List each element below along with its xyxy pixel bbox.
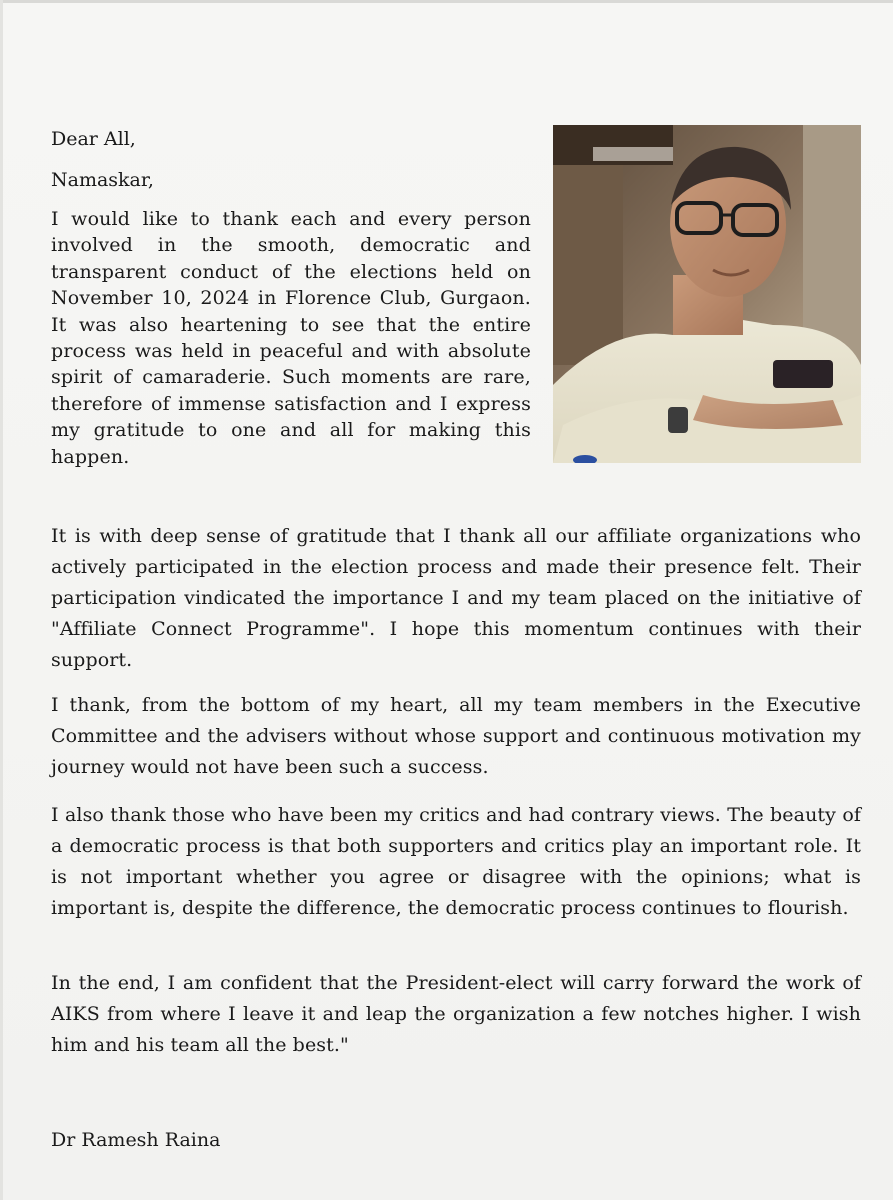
paragraph-4: I also thank those who have been my critics and had contrary views. The beauty of a democratic process is that both supporters and critics play an important role. It is not important whether you agree or disagree with the opinions; what is important is, despite the difference, the democratic process continues to flourish.	[51, 804, 861, 919]
paragraph-1: I would like to thank each and every person involved in the smooth, democratic and transparent conduct of the elections held on November 10, 2024 in Florence Club, Gurgaon. It was also heartening to see that the entire process was held in peaceful and with absolute spirit of camaraderie. Such moments are rare, therefore of immense satisfaction and I express my gratitude to one and all for making this happen.	[51, 208, 531, 468]
paragraph-5: In the end, I am confident that the President-elect will carry forward the work of AIKS from where I leave it and leap the organization a few notches higher. I wish him and his team all the best."	[51, 972, 861, 1056]
signature-name: Dr Ramesh Raina	[51, 1129, 221, 1151]
author-portrait-image	[553, 125, 861, 463]
page-left-edge	[0, 0, 3, 1200]
paragraph-3: I thank, from the bottom of my heart, all my team members in the Executive Committee and the advisers without whose support and continuous motivation my journey would not have been such a success.	[51, 694, 861, 778]
greeting: Namaskar,	[51, 169, 154, 191]
author-photo	[553, 125, 861, 463]
page-top-edge	[0, 0, 893, 3]
salutation: Dear All,	[51, 128, 136, 150]
paragraph-2: It is with deep sense of gratitude that I thank all our affiliate organizations who actively participated in the election process and made their presence felt. Their participation vindicated the importance I and my team placed on the initiative of "Affiliate Connect Programme". I hope this momentum continues with their support.	[51, 525, 861, 671]
